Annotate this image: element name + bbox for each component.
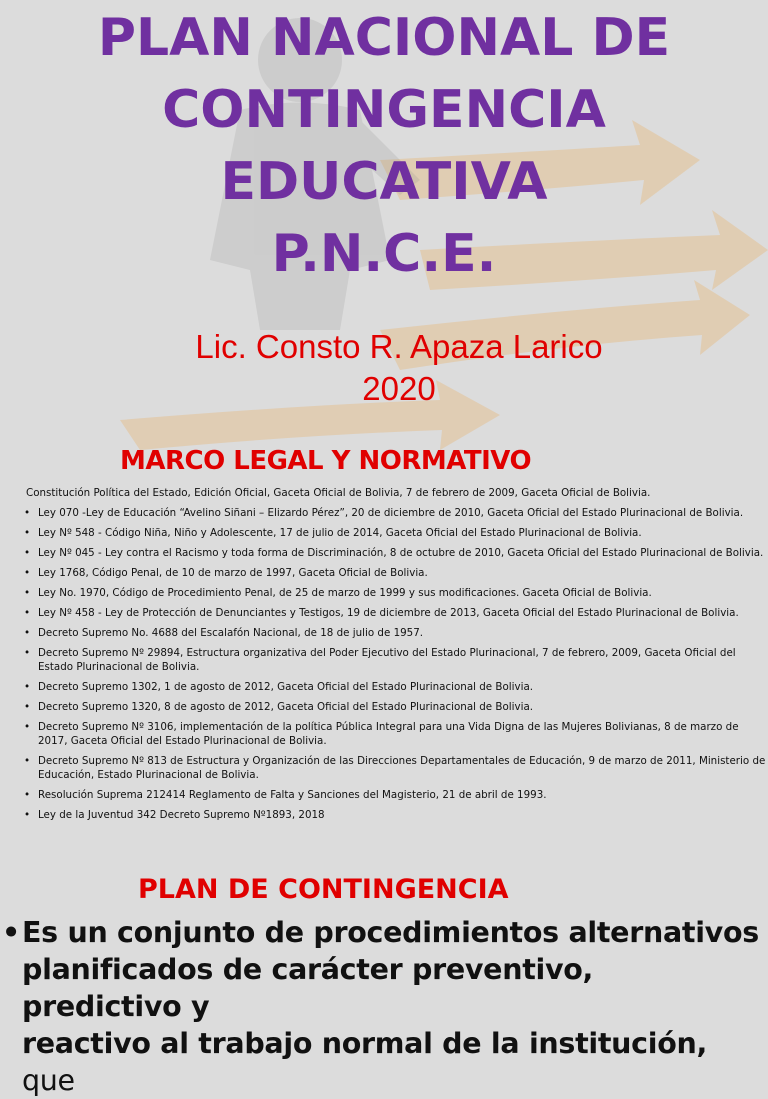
list-item: • Decreto Supremo Nº 3106, implementación de la política Pública Integral para una Vida Digna de las Mujeres Bolivianas, 8 de marzo de 2017, Gaceta Oficial del Estado Plurinacional de Bolivia. [24,720,768,748]
list-item: • Ley Nº 045 - Ley contra el Racismo y toda forma de Discriminación, 8 de octubre de 2010, Gaceta Oficial del Estado Plurinacional de Bolivia. [24,546,768,560]
marco-legal-heading: MARCO LEGAL Y NORMATIVO [120,446,532,476]
list-item: • Ley Nº 548 - Código Niña, Niño y Adolescente, 17 de julio de 2014, Gaceta Oficial del Estado Plurinacional de Bolivia. [24,526,768,540]
title-line-2: CONTINGENCIA [162,80,606,140]
author-name: Lic. Consto R. Apaza Larico [195,328,603,365]
list-item: • Resolución Suprema 212414 Reglamento de Falta y Sanciones del Magisterio, 21 de abril de 1993. [24,788,768,802]
definition-line-3: reactivo al trabajo normal de la institución, [22,1027,708,1060]
list-item: • Ley No. 1970, Código de Procedimiento Penal, de 25 de marzo de 1999 y sus modificaciones. Gaceta Oficial de Bolivia. [24,586,768,600]
definition-line-2: planificados de carácter preventivo, predictivo y [22,953,594,1023]
list-item: • Ley 070 -Ley de Educación “Avelino Siñani – Elizardo Pérez”, 20 de diciembre de 2010, Gaceta Oficial del Estado Plurinacional de Bolivia. [24,506,768,520]
title-line-4: P.N.C.E. [271,224,497,284]
list-item: • Decreto Supremo Nº 813 de Estructura y Organización de las Direcciones Departamentales de Educación, 9 de marzo de 2011, Ministerio de Educación, Estado Plurinacional de Bolivia. [24,754,768,782]
author-year: 2020 [362,370,436,407]
plan-definition [2,914,762,1099]
list-item: • Ley de la Juventud 342 Decreto Supremo Nº1893, 2018 [24,808,768,822]
list-item: • Decreto Supremo 1320, 8 de agosto de 2012, Gaceta Oficial del Estado Plurinacional de Bolivia. [24,700,768,714]
list-item: • Decreto Supremo No. 4688 del Escalafón Nacional, de 18 de julio de 1957. [24,626,768,640]
list-item: Constitución Política del Estado, Edición Oficial, Gaceta Oficial de Bolivia, 7 de febrero de 2009, Gaceta Oficial de Bolivia. [26,487,651,499]
title-line-1: PLAN NACIONAL DE [97,8,671,68]
definition-line-1: Es un conjunto de procedimientos alternativos [22,916,759,949]
definition-line-3-tail: que [22,1064,75,1097]
list-item: • Ley Nº 458 - Ley de Protección de Denunciantes y Testigos, 19 de diciembre de 2013, Gaceta Oficial del Estado Plurinacional de Bolivia. [24,606,768,620]
title-line-3: EDUCATIVA [220,152,548,212]
bullet-icon: • [2,916,20,949]
page-title [0,2,768,290]
legal-references-list [24,486,768,828]
list-item: • Decreto Supremo 1302, 1 de agosto de 2012, Gaceta Oficial del Estado Plurinacional de Bolivia. [24,680,768,694]
plan-contingencia-heading: PLAN DE CONTINGENCIA [138,874,509,905]
list-item: • Decreto Supremo Nº 29894, Estructura organizativa del Poder Ejecutivo del Estado Plurinacional, 7 de febrero, 2009, Gaceta Oficial del Estado Plurinacional de Bolivia. [24,646,768,674]
author-block [0,326,768,410]
list-item: • Ley 1768, Código Penal, de 10 de marzo de 1997, Gaceta Oficial de Bolivia. [24,566,768,580]
